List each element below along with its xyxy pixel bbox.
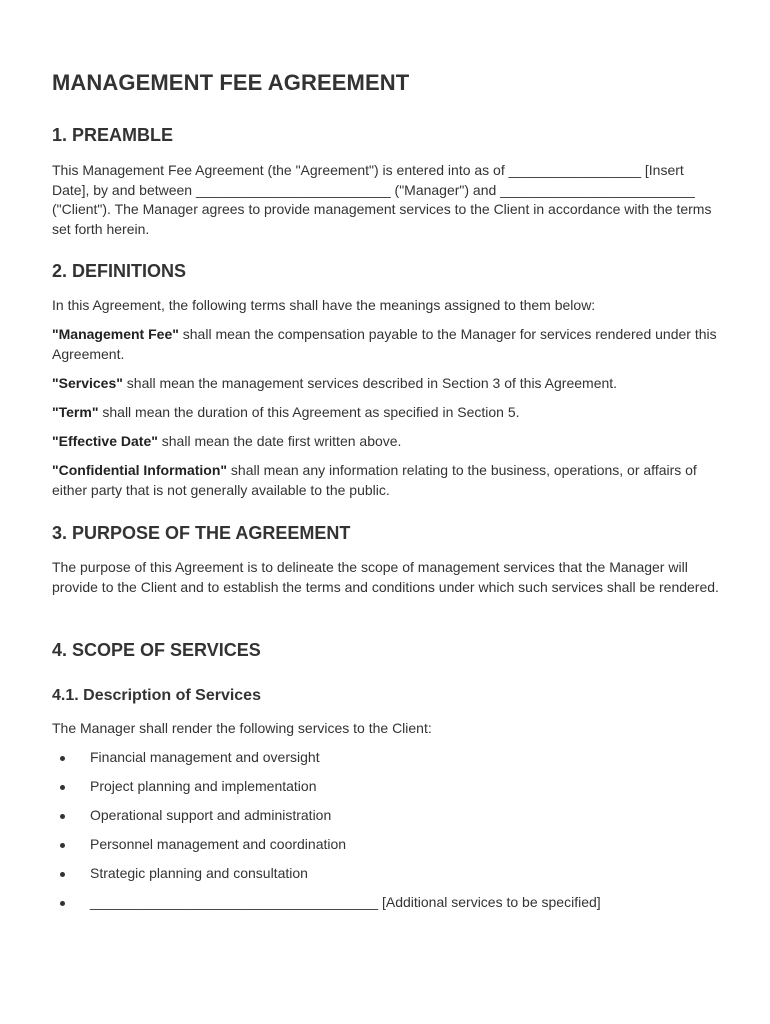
list-item-text: Operational support and administration [90,807,332,823]
definition-term: "Management Fee" [52,326,179,342]
list-item-text: Strategic planning and consultation [90,865,308,881]
definition-text: shall mean the compensation payable to the Manager for services rendered under this Agreement. [52,326,717,362]
preamble-heading: 1. PREAMBLE [52,125,174,145]
definition-services [52,374,724,394]
definition-term: "Term" [52,404,99,420]
list-item [52,806,724,835]
bullet-icon [60,901,65,906]
document-title: MANAGEMENT FEE AGREEMENT [52,70,410,95]
bullet-icon [60,872,65,877]
list-item-text: Financial management and oversight [90,749,320,765]
list-item [52,893,724,922]
purpose-heading: 3. PURPOSE OF THE AGREEMENT [52,523,351,543]
bullet-icon [60,814,65,819]
definition-term: "Effective Date" [52,433,158,449]
definition-confidential-information [52,461,724,500]
list-item-text: Personnel management and coordination [90,836,347,852]
definition-text: shall mean the date first written above. [157,433,402,449]
bullet-icon [60,756,65,761]
scope-heading: 4. SCOPE OF SERVICES [52,640,261,660]
definition-text: shall mean the management services described in Section 3 of this Agreement. [122,375,618,391]
definition-effective-date [52,432,724,452]
bullet-icon [60,785,65,790]
services-intro: The Manager shall render the following services to the Client: [52,720,432,736]
definition-term: "Confidential Information" [52,462,228,478]
bullet-icon [60,843,65,848]
definition-term-duration [52,403,724,423]
services-list [52,748,724,922]
definition-term: "Services" [52,375,123,391]
definitions-heading: 2. DEFINITIONS [52,261,187,281]
preamble-text: This Management Fee Agreement (the "Agreement") is entered into as of _________________ [Insert Date], by and between _________________________ ("Manager") and _________________________ ("Client"). The Manager agrees to provide management services to the Client in accordance with the terms set forth herein. [52,162,712,237]
definition-management-fee [52,325,724,364]
list-item [52,864,724,893]
purpose-text: The purpose of this Agreement is to delineate the scope of management services that the Manager will provide to the Client and to establish the terms and conditions under which such services shall be rendered. [52,559,719,595]
definition-text: shall mean the duration of this Agreement as specified in Section 5. [98,404,520,420]
list-item [52,748,724,777]
list-item-text: _____________________________________ [Additional services to be specified] [90,894,601,910]
services-description-heading: 4.1. Description of Services [52,687,261,704]
list-item-text: Project planning and implementation [90,778,317,794]
list-item [52,777,724,806]
definitions-intro: In this Agreement, the following terms shall have the meanings assigned to them below: [52,297,596,313]
definition-text: shall mean any information relating to the business, operations, or affairs of either party that is not generally available to the public. [52,462,697,498]
list-item [52,835,724,864]
